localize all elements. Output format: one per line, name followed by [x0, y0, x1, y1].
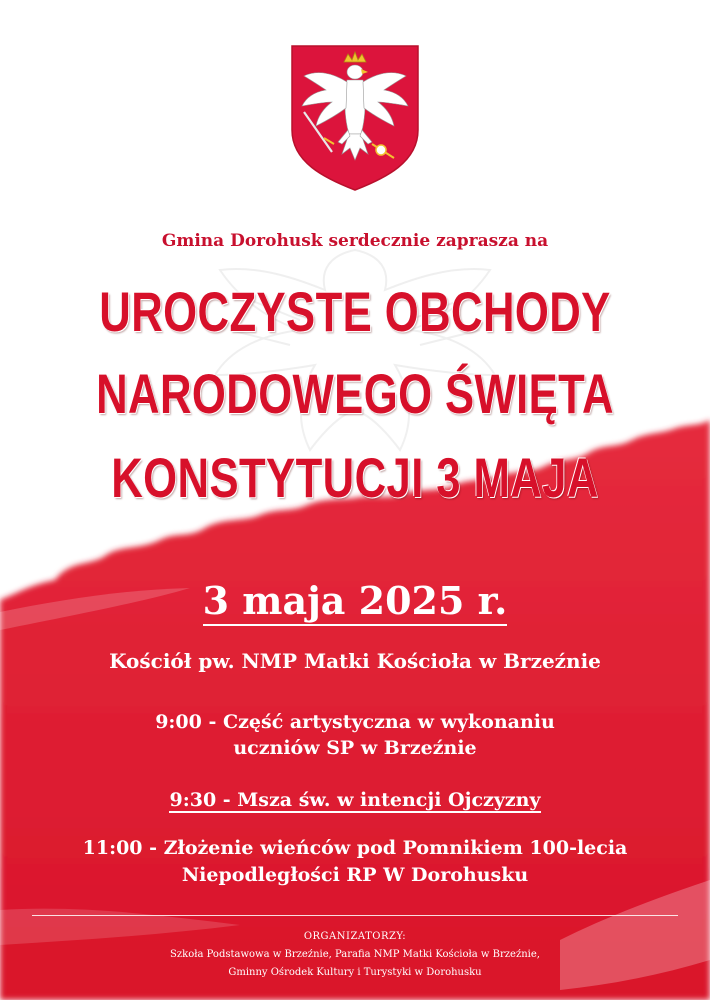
title-line-2: NARODOWEGO ŚWIĘTA [96, 362, 614, 425]
invitation-text: Gmina Dorohusk serdecznie zaprasza na [161, 231, 549, 251]
title-line-3: KONSTYTUCJI 3 MAJA [111, 446, 599, 509]
divider [32, 915, 678, 916]
title-line-1: UROCZYSTE OBCHODY [99, 280, 611, 343]
organizers-heading: ORGANIZATORZY: [303, 931, 407, 942]
program-item-2-text: 9:30 - Msza św. w intencji Ojczyzny [169, 789, 541, 811]
program-item-1-line-2: uczniów SP w Brzeźnie [233, 737, 477, 759]
program-item-1-line-1: 9:00 - Część artystyczna w wykonaniu [155, 711, 555, 733]
event-date-text: 3 maja 2025 r. [203, 578, 508, 626]
event-date [0, 578, 710, 623]
program-item-3-line-1: 11:00 - Złożenie wieńców pod Pomnikiem 100-lecia [82, 837, 628, 859]
program-item-2 [0, 787, 710, 813]
organizers-line-2: Gminny Ośrodek Kultury i Turystyki w Dorohusku [228, 967, 482, 978]
polish-coat-of-arms-icon [286, 42, 424, 192]
organizers-line-1: Szkoła Podstawowa w Brzeźnie, Parafia NMP Matki Kościoła w Brzeźnie, [170, 949, 540, 960]
program-item-3-line-2: Niepodległości RP W Dorohusku [181, 864, 529, 886]
event-place: Kościół pw. NMP Matki Kościoła w Brzeźnie [109, 649, 601, 673]
